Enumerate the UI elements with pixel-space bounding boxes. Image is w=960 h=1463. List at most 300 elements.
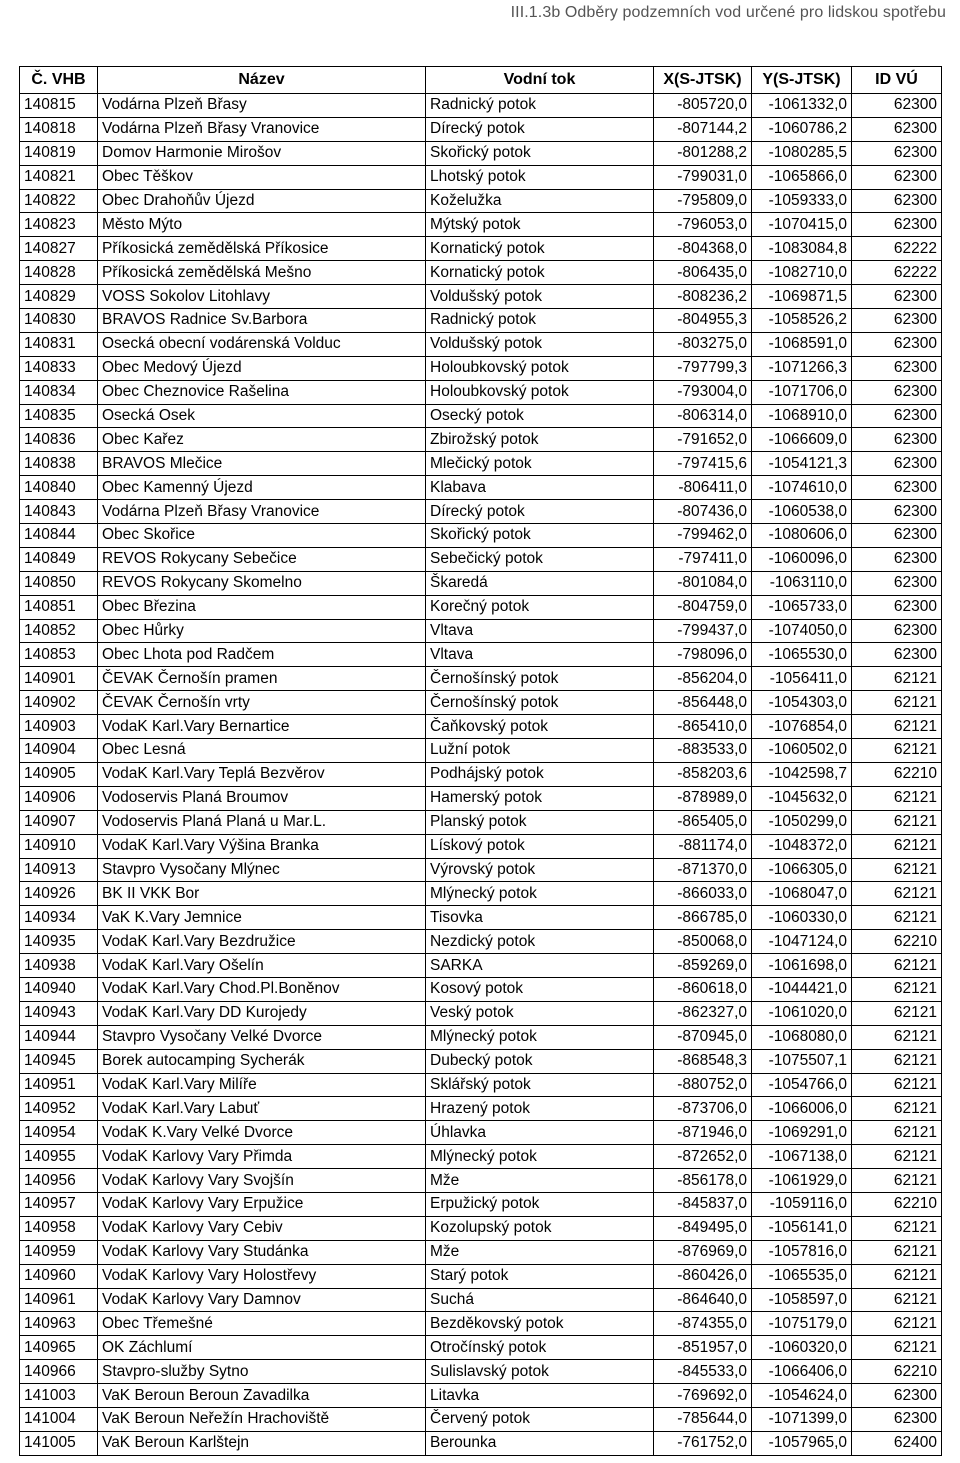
cell-nazev: Obec Kařez bbox=[98, 428, 426, 452]
column-header-nazev: Název bbox=[98, 67, 426, 94]
cell-y: -1065530,0 bbox=[752, 643, 852, 667]
table-row bbox=[20, 858, 942, 882]
cell-nazev: Borek autocamping Sycherák bbox=[98, 1049, 426, 1073]
cell-cvhb: 140850 bbox=[20, 571, 98, 595]
cell-vodni-tok: Voldušský potok bbox=[426, 285, 654, 309]
cell-nazev: ČEVAK Černošín vrty bbox=[98, 691, 426, 715]
cell-nazev: Obec Těškov bbox=[98, 165, 426, 189]
cell-y: -1080285,5 bbox=[752, 141, 852, 165]
table-row bbox=[20, 1407, 942, 1431]
cell-vodni-tok: Erpužický potok bbox=[426, 1192, 654, 1216]
cell-nazev: Obec Kamenný Újezd bbox=[98, 476, 426, 500]
page-header bbox=[0, 0, 960, 40]
cell-id-vu: 62121 bbox=[852, 786, 942, 810]
column-header-y: Y(S-JTSK) bbox=[752, 67, 852, 94]
data-table bbox=[19, 66, 942, 1456]
cell-cvhb: 140952 bbox=[20, 1097, 98, 1121]
cell-id-vu: 62121 bbox=[852, 1169, 942, 1193]
cell-cvhb: 140951 bbox=[20, 1073, 98, 1097]
cell-cvhb: 141005 bbox=[20, 1431, 98, 1455]
cell-y: -1065535,0 bbox=[752, 1264, 852, 1288]
cell-vodni-tok: Klabava bbox=[426, 476, 654, 500]
cell-y: -1058526,2 bbox=[752, 309, 852, 333]
cell-nazev: Osecká Osek bbox=[98, 404, 426, 428]
cell-vodni-tok: Nezdický potok bbox=[426, 930, 654, 954]
table-row bbox=[20, 691, 942, 715]
cell-x: -868548,3 bbox=[654, 1049, 752, 1073]
table-row bbox=[20, 309, 942, 333]
cell-x: -860618,0 bbox=[654, 977, 752, 1001]
cell-cvhb: 140821 bbox=[20, 165, 98, 189]
cell-nazev: Vodoservis Planá Planá u Mar.L. bbox=[98, 810, 426, 834]
cell-y: -1060330,0 bbox=[752, 906, 852, 930]
table-row bbox=[20, 1384, 942, 1408]
cell-nazev: Obec Skořice bbox=[98, 524, 426, 548]
table-row bbox=[20, 643, 942, 667]
cell-id-vu: 62222 bbox=[852, 261, 942, 285]
table-row bbox=[20, 452, 942, 476]
cell-id-vu: 62300 bbox=[852, 571, 942, 595]
cell-nazev: Obec Cheznovice Rašelina bbox=[98, 380, 426, 404]
cell-cvhb: 140913 bbox=[20, 858, 98, 882]
cell-nazev: BRAVOS Radnice Sv.Barbora bbox=[98, 309, 426, 333]
cell-cvhb: 140961 bbox=[20, 1288, 98, 1312]
cell-y: -1071706,0 bbox=[752, 380, 852, 404]
cell-nazev: ČEVAK Černošín pramen bbox=[98, 667, 426, 691]
cell-nazev: BK II VKK Bor bbox=[98, 882, 426, 906]
cell-nazev: Obec Hůrky bbox=[98, 619, 426, 643]
cell-x: -866785,0 bbox=[654, 906, 752, 930]
cell-y: -1048372,0 bbox=[752, 834, 852, 858]
cell-id-vu: 62121 bbox=[852, 1073, 942, 1097]
cell-id-vu: 62121 bbox=[852, 1145, 942, 1169]
table-row bbox=[20, 213, 942, 237]
cell-cvhb: 140834 bbox=[20, 380, 98, 404]
cell-cvhb: 140828 bbox=[20, 261, 98, 285]
cell-id-vu: 62400 bbox=[852, 1431, 942, 1455]
cell-cvhb: 140840 bbox=[20, 476, 98, 500]
cell-x: -807144,2 bbox=[654, 117, 752, 141]
cell-nazev: Stavpro Vysočany Velké Dvorce bbox=[98, 1025, 426, 1049]
cell-cvhb: 140831 bbox=[20, 332, 98, 356]
table-row bbox=[20, 428, 942, 452]
cell-vodni-tok: Voldušský potok bbox=[426, 332, 654, 356]
cell-y: -1066406,0 bbox=[752, 1360, 852, 1384]
cell-nazev: VodaK Karlovy Vary Holostřevy bbox=[98, 1264, 426, 1288]
cell-x: -761752,0 bbox=[654, 1431, 752, 1455]
table-row bbox=[20, 810, 942, 834]
cell-x: -804955,3 bbox=[654, 309, 752, 333]
cell-y: -1082710,0 bbox=[752, 261, 852, 285]
cell-x: -859269,0 bbox=[654, 954, 752, 978]
cell-vodni-tok: Sebečický potok bbox=[426, 547, 654, 571]
cell-x: -849495,0 bbox=[654, 1216, 752, 1240]
cell-x: -876969,0 bbox=[654, 1240, 752, 1264]
cell-x: -801288,2 bbox=[654, 141, 752, 165]
cell-id-vu: 62210 bbox=[852, 1192, 942, 1216]
cell-y: -1059116,0 bbox=[752, 1192, 852, 1216]
cell-vodni-tok: Hrazený potok bbox=[426, 1097, 654, 1121]
table-row bbox=[20, 882, 942, 906]
cell-x: -806314,0 bbox=[654, 404, 752, 428]
cell-id-vu: 62210 bbox=[852, 762, 942, 786]
cell-y: -1059333,0 bbox=[752, 189, 852, 213]
table-row bbox=[20, 500, 942, 524]
cell-cvhb: 140822 bbox=[20, 189, 98, 213]
cell-cvhb: 140819 bbox=[20, 141, 98, 165]
cell-id-vu: 62300 bbox=[852, 643, 942, 667]
cell-vodni-tok: Korečný potok bbox=[426, 595, 654, 619]
table-row bbox=[20, 786, 942, 810]
cell-vodni-tok: Zbirožský potok bbox=[426, 428, 654, 452]
cell-nazev: Příkosická zemědělská Příkosice bbox=[98, 237, 426, 261]
cell-id-vu: 62300 bbox=[852, 285, 942, 309]
cell-id-vu: 62121 bbox=[852, 906, 942, 930]
cell-nazev: VOSS Sokolov Litohlavy bbox=[98, 285, 426, 309]
cell-x: -799462,0 bbox=[654, 524, 752, 548]
table-row bbox=[20, 404, 942, 428]
cell-vodni-tok: Červený potok bbox=[426, 1407, 654, 1431]
cell-nazev: VodaK K.Vary Velké Dvorce bbox=[98, 1121, 426, 1145]
cell-x: -795809,0 bbox=[654, 189, 752, 213]
cell-cvhb: 140853 bbox=[20, 643, 98, 667]
cell-x: -856204,0 bbox=[654, 667, 752, 691]
column-header-vodni-tok: Vodní tok bbox=[426, 67, 654, 94]
cell-nazev: Příkosická zemědělská Mešno bbox=[98, 261, 426, 285]
cell-x: -880752,0 bbox=[654, 1073, 752, 1097]
cell-vodni-tok: Dubecký potok bbox=[426, 1049, 654, 1073]
cell-id-vu: 62300 bbox=[852, 356, 942, 380]
cell-nazev: VodaK Karl.Vary Teplá Bezvěrov bbox=[98, 762, 426, 786]
cell-nazev: VodaK Karlovy Vary Studánka bbox=[98, 1240, 426, 1264]
cell-vodni-tok: Mže bbox=[426, 1240, 654, 1264]
cell-x: -865410,0 bbox=[654, 715, 752, 739]
cell-y: -1042598,7 bbox=[752, 762, 852, 786]
cell-cvhb: 140956 bbox=[20, 1169, 98, 1193]
cell-x: -856448,0 bbox=[654, 691, 752, 715]
cell-cvhb: 140940 bbox=[20, 977, 98, 1001]
cell-id-vu: 62300 bbox=[852, 189, 942, 213]
cell-vodni-tok: Holoubkovský potok bbox=[426, 380, 654, 404]
cell-x: -769692,0 bbox=[654, 1384, 752, 1408]
cell-nazev: Město Mýto bbox=[98, 213, 426, 237]
cell-vodni-tok: Osecký potok bbox=[426, 404, 654, 428]
cell-id-vu: 62300 bbox=[852, 1407, 942, 1431]
cell-x: -856178,0 bbox=[654, 1169, 752, 1193]
cell-y: -1057816,0 bbox=[752, 1240, 852, 1264]
cell-y: -1061332,0 bbox=[752, 94, 852, 118]
cell-cvhb: 140906 bbox=[20, 786, 98, 810]
cell-vodni-tok: Kornatický potok bbox=[426, 261, 654, 285]
cell-id-vu: 62121 bbox=[852, 1049, 942, 1073]
table-row bbox=[20, 1025, 942, 1049]
cell-vodni-tok: Berounka bbox=[426, 1431, 654, 1455]
cell-x: -797415,6 bbox=[654, 452, 752, 476]
cell-x: -793004,0 bbox=[654, 380, 752, 404]
cell-id-vu: 62300 bbox=[852, 94, 942, 118]
table-row bbox=[20, 954, 942, 978]
table-row bbox=[20, 1073, 942, 1097]
cell-y: -1074050,0 bbox=[752, 619, 852, 643]
cell-x: -801084,0 bbox=[654, 571, 752, 595]
cell-cvhb: 140907 bbox=[20, 810, 98, 834]
table-row bbox=[20, 930, 942, 954]
cell-y: -1066305,0 bbox=[752, 858, 852, 882]
cell-x: -860426,0 bbox=[654, 1264, 752, 1288]
cell-id-vu: 62121 bbox=[852, 1097, 942, 1121]
cell-nazev: REVOS Rokycany Skomelno bbox=[98, 571, 426, 595]
cell-id-vu: 62121 bbox=[852, 834, 942, 858]
cell-nazev: Vodárna Plzeň Břasy bbox=[98, 94, 426, 118]
cell-nazev: VodaK Karlovy Vary Přimda bbox=[98, 1145, 426, 1169]
table-row bbox=[20, 1169, 942, 1193]
table-row bbox=[20, 762, 942, 786]
cell-nazev: VodaK Karlovy Vary Erpužice bbox=[98, 1192, 426, 1216]
cell-vodni-tok: Mlýnecký potok bbox=[426, 882, 654, 906]
cell-nazev: VodaK Karl.Vary Bernartice bbox=[98, 715, 426, 739]
cell-y: -1068047,0 bbox=[752, 882, 852, 906]
cell-nazev: Vodárna Plzeň Břasy Vranovice bbox=[98, 117, 426, 141]
cell-x: -845837,0 bbox=[654, 1192, 752, 1216]
cell-cvhb: 140958 bbox=[20, 1216, 98, 1240]
cell-x: -881174,0 bbox=[654, 834, 752, 858]
cell-cvhb: 140829 bbox=[20, 285, 98, 309]
table-row bbox=[20, 1312, 942, 1336]
table-row bbox=[20, 571, 942, 595]
cell-nazev: Obec Drahoňův Újezd bbox=[98, 189, 426, 213]
cell-y: -1047124,0 bbox=[752, 930, 852, 954]
cell-nazev: VodaK Karl.Vary Bezdružice bbox=[98, 930, 426, 954]
cell-y: -1076854,0 bbox=[752, 715, 852, 739]
cell-nazev: VaK Beroun Karlštejn bbox=[98, 1431, 426, 1455]
cell-id-vu: 62121 bbox=[852, 1025, 942, 1049]
cell-id-vu: 62300 bbox=[852, 476, 942, 500]
cell-y: -1068591,0 bbox=[752, 332, 852, 356]
cell-x: -798096,0 bbox=[654, 643, 752, 667]
table-row bbox=[20, 1216, 942, 1240]
cell-nazev: VaK Beroun Neřežín Hrachoviště bbox=[98, 1407, 426, 1431]
table-row bbox=[20, 237, 942, 261]
cell-x: -807436,0 bbox=[654, 500, 752, 524]
cell-x: -799437,0 bbox=[654, 619, 752, 643]
cell-x: -870945,0 bbox=[654, 1025, 752, 1049]
cell-x: -851957,0 bbox=[654, 1336, 752, 1360]
cell-x: -873706,0 bbox=[654, 1097, 752, 1121]
cell-nazev: VodaK Karl.Vary Labuť bbox=[98, 1097, 426, 1121]
cell-vodni-tok: Černošínský potok bbox=[426, 667, 654, 691]
cell-x: -872652,0 bbox=[654, 1145, 752, 1169]
table-row bbox=[20, 1097, 942, 1121]
cell-x: -791652,0 bbox=[654, 428, 752, 452]
table-row bbox=[20, 906, 942, 930]
cell-cvhb: 140904 bbox=[20, 739, 98, 763]
cell-vodni-tok: Holoubkovský potok bbox=[426, 356, 654, 380]
cell-id-vu: 62300 bbox=[852, 524, 942, 548]
cell-cvhb: 140902 bbox=[20, 691, 98, 715]
cell-cvhb: 140852 bbox=[20, 619, 98, 643]
cell-nazev: VodaK Karl.Vary DD Kurojedy bbox=[98, 1001, 426, 1025]
cell-id-vu: 62121 bbox=[852, 1336, 942, 1360]
cell-cvhb: 140944 bbox=[20, 1025, 98, 1049]
cell-x: -862327,0 bbox=[654, 1001, 752, 1025]
table-row bbox=[20, 1288, 942, 1312]
cell-cvhb: 140905 bbox=[20, 762, 98, 786]
table-row bbox=[20, 1360, 942, 1384]
cell-vodni-tok: Černošínský potok bbox=[426, 691, 654, 715]
cell-cvhb: 140844 bbox=[20, 524, 98, 548]
cell-x: -806411,0 bbox=[654, 476, 752, 500]
cell-cvhb: 140943 bbox=[20, 1001, 98, 1025]
cell-y: -1069291,0 bbox=[752, 1121, 852, 1145]
table-row bbox=[20, 739, 942, 763]
cell-y: -1054766,0 bbox=[752, 1073, 852, 1097]
cell-y: -1054624,0 bbox=[752, 1384, 852, 1408]
cell-id-vu: 62300 bbox=[852, 380, 942, 404]
cell-x: -845533,0 bbox=[654, 1360, 752, 1384]
cell-cvhb: 140966 bbox=[20, 1360, 98, 1384]
cell-id-vu: 62121 bbox=[852, 1001, 942, 1025]
cell-id-vu: 62222 bbox=[852, 237, 942, 261]
cell-nazev: OK Záchlumí bbox=[98, 1336, 426, 1360]
cell-id-vu: 62121 bbox=[852, 1121, 942, 1145]
cell-vodni-tok: Sulislavský potok bbox=[426, 1360, 654, 1384]
cell-id-vu: 62300 bbox=[852, 309, 942, 333]
table-header-row bbox=[20, 67, 942, 94]
table-row bbox=[20, 524, 942, 548]
table-row bbox=[20, 667, 942, 691]
cell-x: -871370,0 bbox=[654, 858, 752, 882]
table-row bbox=[20, 595, 942, 619]
cell-cvhb: 140945 bbox=[20, 1049, 98, 1073]
page-title: III.1.3b Odběry podzemních vod určené pro lidskou spotřebu bbox=[510, 4, 946, 21]
cell-vodni-tok: Radnický potok bbox=[426, 94, 654, 118]
cell-vodni-tok: Suchá bbox=[426, 1288, 654, 1312]
cell-y: -1070415,0 bbox=[752, 213, 852, 237]
cell-nazev: Obec Lesná bbox=[98, 739, 426, 763]
table-row bbox=[20, 1192, 942, 1216]
cell-vodni-tok: Starý potok bbox=[426, 1264, 654, 1288]
cell-id-vu: 62121 bbox=[852, 977, 942, 1001]
cell-nazev: VodaK Karl.Vary Ošelín bbox=[98, 954, 426, 978]
cell-vodni-tok: Vltava bbox=[426, 619, 654, 643]
cell-cvhb: 140849 bbox=[20, 547, 98, 571]
cell-vodni-tok: Litavka bbox=[426, 1384, 654, 1408]
cell-y: -1075507,1 bbox=[752, 1049, 852, 1073]
cell-vodni-tok: Sklářský potok bbox=[426, 1073, 654, 1097]
cell-vodni-tok: Kozolupský potok bbox=[426, 1216, 654, 1240]
cell-vodni-tok: Mlečický potok bbox=[426, 452, 654, 476]
cell-x: -864640,0 bbox=[654, 1288, 752, 1312]
cell-y: -1054303,0 bbox=[752, 691, 852, 715]
cell-cvhb: 140965 bbox=[20, 1336, 98, 1360]
cell-cvhb: 140955 bbox=[20, 1145, 98, 1169]
cell-id-vu: 62121 bbox=[852, 1240, 942, 1264]
cell-x: -805720,0 bbox=[654, 94, 752, 118]
cell-id-vu: 62210 bbox=[852, 1360, 942, 1384]
cell-y: -1068910,0 bbox=[752, 404, 852, 428]
cell-nazev: VaK Beroun Beroun Zavadilka bbox=[98, 1384, 426, 1408]
cell-vodni-tok: Čaňkovský potok bbox=[426, 715, 654, 739]
cell-id-vu: 62121 bbox=[852, 1264, 942, 1288]
cell-cvhb: 140836 bbox=[20, 428, 98, 452]
table-row bbox=[20, 165, 942, 189]
cell-nazev: VodaK Karlovy Vary Svojšín bbox=[98, 1169, 426, 1193]
table-row bbox=[20, 1431, 942, 1455]
table-row bbox=[20, 1264, 942, 1288]
cell-id-vu: 62300 bbox=[852, 619, 942, 643]
cell-cvhb: 140938 bbox=[20, 954, 98, 978]
cell-y: -1067138,0 bbox=[752, 1145, 852, 1169]
cell-vodni-tok: Koželužka bbox=[426, 189, 654, 213]
cell-vodni-tok: Kosový potok bbox=[426, 977, 654, 1001]
table-row bbox=[20, 1336, 942, 1360]
cell-nazev: Vodoservis Planá Broumov bbox=[98, 786, 426, 810]
cell-id-vu: 62210 bbox=[852, 930, 942, 954]
cell-x: -865405,0 bbox=[654, 810, 752, 834]
cell-cvhb: 140926 bbox=[20, 882, 98, 906]
cell-x: -808236,2 bbox=[654, 285, 752, 309]
table-row bbox=[20, 285, 942, 309]
cell-y: -1061929,0 bbox=[752, 1169, 852, 1193]
cell-y: -1060502,0 bbox=[752, 739, 852, 763]
cell-vodni-tok: Skořický potok bbox=[426, 141, 654, 165]
table-row bbox=[20, 715, 942, 739]
cell-id-vu: 62121 bbox=[852, 1288, 942, 1312]
cell-y: -1057965,0 bbox=[752, 1431, 852, 1455]
cell-x: -850068,0 bbox=[654, 930, 752, 954]
table-row bbox=[20, 94, 942, 118]
cell-x: -806435,0 bbox=[654, 261, 752, 285]
cell-nazev: Obec Lhota pod Radčem bbox=[98, 643, 426, 667]
cell-y: -1060320,0 bbox=[752, 1336, 852, 1360]
cell-vodni-tok: Podhájský potok bbox=[426, 762, 654, 786]
cell-id-vu: 62121 bbox=[852, 691, 942, 715]
cell-id-vu: 62300 bbox=[852, 165, 942, 189]
table-row bbox=[20, 1001, 942, 1025]
column-header-id-vu: ID VÚ bbox=[852, 67, 942, 94]
cell-id-vu: 62300 bbox=[852, 213, 942, 237]
table-row bbox=[20, 476, 942, 500]
cell-nazev: Obec Medový Újezd bbox=[98, 356, 426, 380]
cell-y: -1060096,0 bbox=[752, 547, 852, 571]
column-header-x: X(S-JTSK) bbox=[654, 67, 752, 94]
cell-x: -799031,0 bbox=[654, 165, 752, 189]
cell-id-vu: 62300 bbox=[852, 117, 942, 141]
cell-vodni-tok: Mlýnecký potok bbox=[426, 1025, 654, 1049]
cell-x: -866033,0 bbox=[654, 882, 752, 906]
cell-id-vu: 62121 bbox=[852, 882, 942, 906]
cell-id-vu: 62300 bbox=[852, 404, 942, 428]
cell-id-vu: 62300 bbox=[852, 1384, 942, 1408]
table-row bbox=[20, 189, 942, 213]
column-header-cvhb: Č. VHB bbox=[20, 67, 98, 94]
table-row bbox=[20, 141, 942, 165]
table-row bbox=[20, 619, 942, 643]
cell-id-vu: 62121 bbox=[852, 715, 942, 739]
cell-cvhb: 140851 bbox=[20, 595, 98, 619]
cell-vodni-tok: Planský potok bbox=[426, 810, 654, 834]
cell-cvhb: 140954 bbox=[20, 1121, 98, 1145]
cell-cvhb: 141003 bbox=[20, 1384, 98, 1408]
cell-vodni-tok: Radnický potok bbox=[426, 309, 654, 333]
cell-cvhb: 140827 bbox=[20, 237, 98, 261]
cell-id-vu: 62300 bbox=[852, 452, 942, 476]
cell-nazev: Stavpro-služby Sytno bbox=[98, 1360, 426, 1384]
table-row bbox=[20, 332, 942, 356]
cell-id-vu: 62121 bbox=[852, 1216, 942, 1240]
cell-y: -1061698,0 bbox=[752, 954, 852, 978]
cell-y: -1058597,0 bbox=[752, 1288, 852, 1312]
